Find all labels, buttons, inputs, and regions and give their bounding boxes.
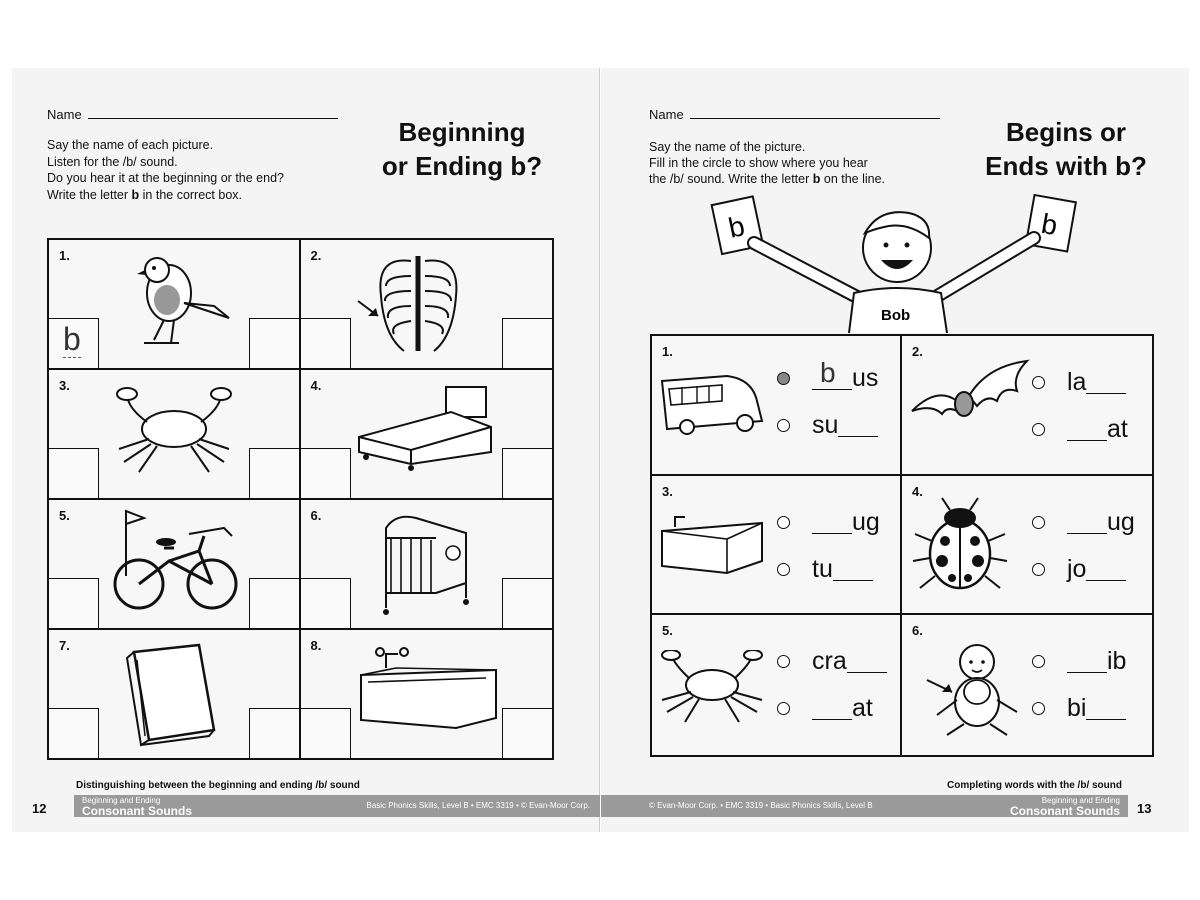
answer-blank[interactable]: [1067, 511, 1107, 534]
option-1[interactable]: la: [1032, 368, 1126, 397]
name-line: [47, 106, 338, 122]
item-number: 5.: [59, 508, 70, 523]
instruction-line: Fill in the circle to show where you hear: [649, 156, 868, 170]
item-cell: [902, 476, 1152, 616]
bus-picture: [657, 371, 767, 436]
page-number: 12: [32, 801, 47, 816]
item-cell: [652, 476, 902, 616]
item-cell: [301, 500, 553, 630]
worksheet-grid: [650, 334, 1154, 757]
option-2[interactable]: jo: [1032, 555, 1126, 584]
item-cell: [902, 615, 1152, 755]
name-input-line[interactable]: [88, 106, 338, 119]
name-label: Name: [47, 107, 82, 122]
instructions: [649, 139, 885, 187]
crib-picture: [376, 508, 476, 618]
item-number: 3.: [662, 483, 673, 499]
answer-box-beginning[interactable]: [301, 708, 351, 758]
answer-bubble[interactable]: [1032, 376, 1045, 389]
answer-bubble[interactable]: [777, 563, 790, 576]
answer-blank[interactable]: [812, 511, 852, 534]
answer-bubble[interactable]: [1032, 423, 1045, 436]
answer-box-beginning[interactable]: [301, 448, 351, 498]
answer-bubble[interactable]: [777, 516, 790, 529]
answer-box-beginning[interactable]: [49, 578, 99, 628]
tub-picture: [657, 511, 767, 581]
boy-bob-illustration: [709, 188, 1079, 333]
instruction-line: Write the letter b in the correct box.: [47, 187, 242, 202]
item-cell: [301, 240, 553, 370]
item-number: 6.: [912, 623, 923, 639]
answer-box-beginning[interactable]: [49, 448, 99, 498]
option-1[interactable]: b us: [777, 364, 878, 393]
instruction-line: Say the name of the picture.: [649, 140, 806, 154]
answer-blank[interactable]: [812, 697, 852, 720]
option-1[interactable]: ug: [1032, 508, 1135, 537]
bed-picture: [351, 382, 501, 477]
option-1[interactable]: ug: [777, 508, 880, 537]
baby-bib-picture: [922, 640, 1022, 745]
answer-blank[interactable]: [1086, 558, 1126, 581]
item-number: 7.: [59, 638, 70, 653]
letter-card-text: b: [1039, 207, 1060, 242]
answer-box-ending[interactable]: [249, 578, 299, 628]
answer-blank[interactable]: [847, 650, 887, 673]
footer-bar: © Evan-Moor Corp. • EMC 3319 • Basic Phonics Skills, Level B Beginning and Ending Consonant Sounds: [601, 795, 1128, 817]
option-1[interactable]: cra: [777, 647, 887, 676]
item-cell: [301, 630, 553, 758]
item-cell: [902, 336, 1152, 476]
item-cell: [49, 630, 301, 758]
answer-blank[interactable]: [1086, 371, 1126, 394]
skill-caption: Distinguishing between the beginning and ending /b/ sound: [76, 780, 360, 791]
instruction-line: Say the name of each picture.: [47, 138, 214, 152]
answer-bubble[interactable]: [777, 702, 790, 715]
crab-picture: [657, 650, 767, 725]
answer-bubble[interactable]: [1032, 655, 1045, 668]
bicycle-picture: [104, 506, 244, 616]
skill-caption: Completing words with the /b/ sound: [947, 780, 1122, 791]
item-number: 1.: [59, 248, 70, 263]
item-cell: [49, 370, 301, 500]
item-number: 2.: [310, 248, 322, 263]
bat-picture: [907, 356, 1032, 436]
answer-blank[interactable]: [812, 367, 852, 390]
answer-box-ending[interactable]: [249, 708, 299, 758]
item-number: 2.: [912, 344, 923, 359]
shirt-text: Bob: [881, 307, 911, 324]
item-number: 5.: [662, 623, 673, 639]
answer-box-ending[interactable]: [502, 448, 552, 498]
item-cell: [49, 500, 301, 630]
option-2[interactable]: tu: [777, 555, 873, 584]
option-2[interactable]: bi: [1032, 694, 1126, 723]
item-number: 4.: [912, 483, 923, 499]
answer-box-ending[interactable]: [249, 448, 299, 498]
instruction-line: the /b/ sound. Write the letter b on the line.: [649, 172, 886, 186]
answer-box-beginning[interactable]: [301, 318, 351, 368]
item-cell: [301, 370, 553, 500]
answer-blank[interactable]: [833, 558, 873, 581]
answer-bubble[interactable]: [777, 655, 790, 668]
item-number: 3.: [59, 378, 70, 393]
answer-box-beginning[interactable]: b: [49, 318, 99, 368]
answer-box-ending[interactable]: [502, 318, 552, 368]
page-footer: [12, 795, 599, 832]
instruction-line: Listen for the /b/ sound.: [47, 154, 178, 169]
item-cell: [652, 615, 902, 755]
page-title: Beginning or Ending b?: [381, 117, 543, 181]
option-1[interactable]: ib: [1032, 647, 1126, 676]
item-cell: [49, 240, 301, 370]
ladybug-picture: [910, 496, 1020, 596]
robin-picture: [119, 248, 239, 353]
answer-box-beginning[interactable]: [49, 708, 99, 758]
item-number: 4.: [310, 378, 322, 393]
bathtub-picture: [356, 640, 501, 735]
option-2[interactable]: su: [777, 411, 878, 440]
answer-box-ending[interactable]: [502, 708, 552, 758]
ribcage-picture: [356, 246, 486, 361]
crab-picture: [109, 384, 239, 474]
answer-bubble[interactable]: [1032, 563, 1045, 576]
page-footer: [601, 795, 1189, 832]
name-label: Name: [649, 107, 684, 122]
answer-blank[interactable]: [1067, 418, 1107, 441]
letter-card-text: b: [725, 210, 748, 244]
worksheet-grid: [47, 238, 554, 760]
answer-box-beginning[interactable]: [301, 578, 351, 628]
answer-blank[interactable]: [1086, 697, 1126, 720]
answer-bubble[interactable]: [1032, 702, 1045, 715]
answer-blank[interactable]: [838, 414, 878, 437]
item-cell: [652, 336, 902, 476]
left-page: [12, 68, 600, 832]
answer-blank[interactable]: [1067, 650, 1107, 673]
answer-box-ending[interactable]: [502, 578, 552, 628]
footer-bar: Beginning and Ending Consonant Sounds Basic Phonics Skills, Level B • EMC 3319 • © Evan-Moor Corp.: [74, 795, 600, 817]
item-number: 6.: [310, 508, 322, 523]
item-number: 1.: [662, 344, 673, 359]
page-title: Begins or Ends with b?: [985, 117, 1147, 181]
instruction-line: Do you hear it at the beginning or the end?: [47, 171, 284, 185]
page-number: 13: [1137, 801, 1152, 816]
book-picture: [119, 640, 229, 750]
answer-bubble[interactable]: [777, 372, 790, 385]
answer-box-ending[interactable]: [249, 318, 299, 368]
instructions: [47, 137, 284, 203]
name-input-line[interactable]: [690, 106, 940, 119]
item-number: 8.: [310, 638, 322, 653]
answer-bubble[interactable]: [777, 419, 790, 432]
right-page: [601, 68, 1189, 832]
answer-bubble[interactable]: [1032, 516, 1045, 529]
option-2[interactable]: at: [1032, 415, 1128, 444]
name-line: [649, 106, 940, 122]
option-2[interactable]: at: [777, 694, 873, 723]
